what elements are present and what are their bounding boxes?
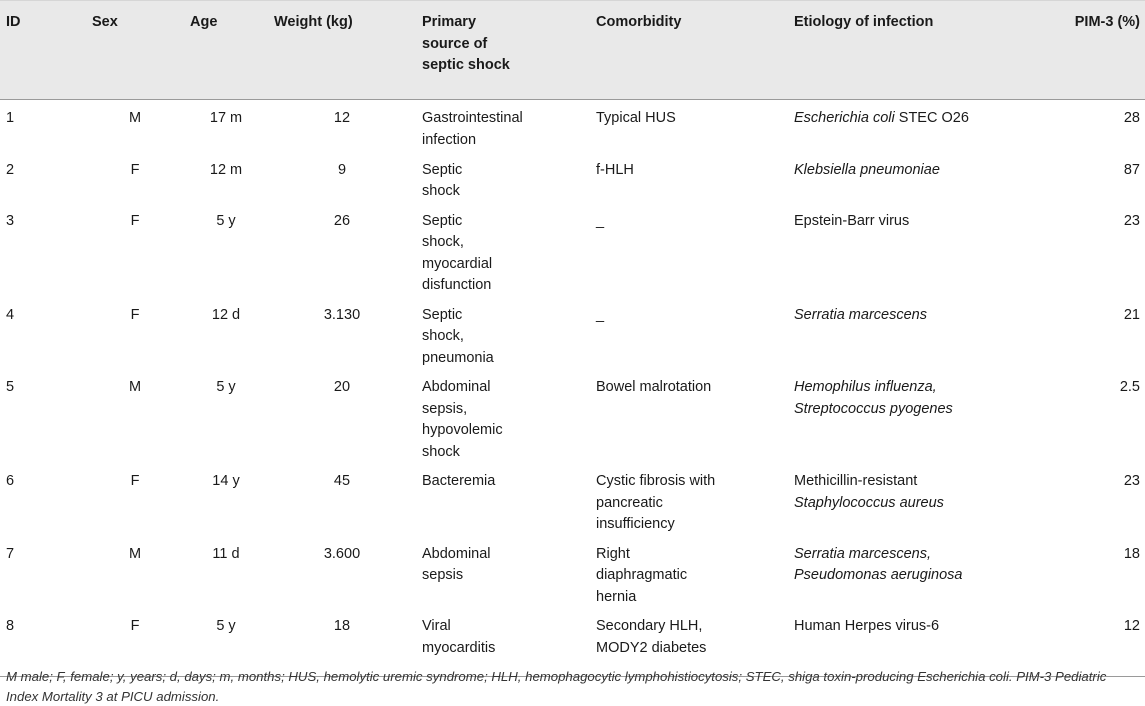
cell-text: infection [422,131,477,148]
cell-text: 12 [333,110,351,126]
cell-weight [268,463,416,536]
cell-text: 18 [333,618,351,634]
cell-text: sepsis, [422,400,468,417]
cell-text: Bacteremia [422,473,496,489]
cell-text: 87 [1123,161,1140,178]
cell-text: _ [596,212,605,229]
cell-etiology [788,203,1041,297]
cell-etiology [788,152,1041,203]
cell-text: 7 [6,545,15,562]
cell-text: 6 [6,473,15,489]
cell-sex [86,608,184,676]
table-row [0,152,1145,203]
cell-text: F [130,212,140,229]
cell-text: 18 [1123,545,1140,562]
cell-id [0,152,86,203]
cell-age [184,536,268,609]
cell-text: 2.5 [1119,379,1140,395]
cell-pim3 [1041,536,1145,609]
cell-text: 5 y [216,212,236,229]
cell-text: Secondary HLH, [596,618,703,634]
cell-etiology [788,608,1041,676]
cell-text: Abdominal [422,379,491,395]
header-id: ID [0,1,86,100]
cell-primary-source [416,369,590,463]
cell-text: 2 [6,161,15,178]
cell-primary-source [416,203,590,297]
table-body [0,100,1145,677]
cell-id [0,203,86,297]
cell-text: Septic [422,212,463,229]
cell-pim3 [1041,152,1145,203]
cell-comorbidity [590,152,788,203]
cell-primary-source [416,608,590,676]
cell-text: Right [596,545,630,562]
cell-text: Serratia marcescens [794,306,927,323]
cell-text: Septic [422,306,463,323]
header-comorbidity: Comorbidity [590,1,788,100]
cell-sex [86,297,184,370]
cell-text: Klebsiella pneumoniae [794,161,940,178]
cell-text: Abdominal [422,545,491,562]
cell-id [0,536,86,609]
cell-weight [268,100,416,152]
cell-text: 45 [333,473,351,489]
cell-text: shock [422,183,460,199]
header-age: Age [184,1,268,100]
cell-text: F [130,161,140,178]
cell-pim3 [1041,608,1145,676]
cell-text: insufficiency [596,516,675,532]
cell-text: shock, [422,328,464,344]
cell-pim3 [1041,297,1145,370]
cell-text: Escherichia coli [794,110,895,126]
cell-comorbidity [590,100,788,152]
header-weight: Weight (kg) [268,1,416,100]
cell-sex [86,152,184,203]
header-etiology: Etiology of infection [788,1,1041,100]
cell-primary-source [416,100,590,152]
cell-text: Septic [422,161,463,178]
cell-text: 23 [1123,473,1140,489]
cell-etiology [788,297,1041,370]
cell-text: 14 y [212,473,240,489]
table-header-row [0,1,1145,100]
cell-id [0,100,86,152]
cell-text: shock, [422,234,464,250]
cell-text: F [130,618,140,634]
cell-id [0,297,86,370]
cell-primary-source [416,463,590,536]
cell-text: 3.130 [323,306,361,323]
cell-text: 4 [6,306,15,323]
cell-text: 5 y [216,618,236,634]
cell-text: Serratia marcescens, [794,545,931,562]
cell-sex [86,203,184,297]
cell-text: myocarditis [422,639,496,656]
cell-etiology [788,536,1041,609]
cell-text: 1 [6,110,15,126]
cell-etiology [788,463,1041,536]
cell-text: Pseudomonas aeruginosa [794,567,963,583]
cell-text: hernia [596,588,637,605]
cell-text: 12 m [209,161,243,178]
cell-age [184,203,268,297]
cell-comorbidity [590,203,788,297]
table-row [0,536,1145,609]
cell-id [0,463,86,536]
cell-text: Staphylococcus aureus [794,494,944,511]
cell-comorbidity [590,369,788,463]
cell-text: F [130,473,140,489]
cell-text: 9 [337,161,347,178]
cell-text: Typical HUS [596,110,676,126]
cell-weight [268,536,416,609]
cell-text: F [130,306,140,323]
header-primary-source [416,1,590,100]
cell-text: 28 [1123,110,1140,126]
cell-comorbidity [590,536,788,609]
cell-text: pancreatic [596,494,663,511]
cell-text: Gastrointestinal [422,110,523,126]
cell-text: 5 y [216,379,236,395]
cell-text: 21 [1123,306,1140,323]
cell-text: MODY2 diabetes [596,639,707,656]
cell-comorbidity [590,297,788,370]
cell-text: 20 [333,379,351,395]
table-row [0,297,1145,370]
cell-text: Viral [422,618,451,634]
cell-sex [86,100,184,152]
cell-text: myocardial [422,255,493,272]
table-row [0,203,1145,297]
table-row [0,463,1145,536]
cell-text: sepsis [422,567,464,583]
cell-text: pneumonia [422,349,494,366]
cell-pim3 [1041,100,1145,152]
cell-weight [268,369,416,463]
cell-text: 8 [6,618,15,634]
cell-sex [86,536,184,609]
cell-weight [268,203,416,297]
cell-weight [268,608,416,676]
cell-age [184,608,268,676]
cell-weight [268,297,416,370]
cell-text: 26 [333,212,351,229]
cell-sex [86,369,184,463]
cell-weight [268,152,416,203]
table-footnote: M male; F, female; y, years; d, days; m, months; HUS, hemolytic uremic syndrome; HLH, hemophagocytic lymphohistiocytosis; STEC, shiga toxin-producing Escherichia coli. PIM-3 Pediatric Index Mortality 3 at PICU admission. [6,669,1107,704]
cell-text: 17 m [209,110,243,126]
cell-primary-source [416,536,590,609]
cell-text: 3.600 [323,545,361,562]
cell-text: Streptococcus pyogenes [794,400,953,417]
cell-comorbidity [590,463,788,536]
cell-text: 3 [6,212,15,229]
cell-text: 12 d [211,306,241,323]
cell-text: Cystic fibrosis with [596,473,716,489]
cell-pim3 [1041,369,1145,463]
cell-etiology [788,369,1041,463]
cell-id [0,369,86,463]
cell-text: STEC O26 [894,110,969,126]
cell-comorbidity [590,608,788,676]
table-row [0,608,1145,676]
cell-text: hypovolemic [422,422,503,438]
cell-pim3 [1041,463,1145,536]
cell-etiology [788,100,1041,152]
cell-primary-source [416,152,590,203]
cell-text: M [128,379,142,395]
cell-age [184,152,268,203]
cell-id [0,608,86,676]
cell-text: diaphragmatic [596,567,688,583]
cell-text: Bowel malrotation [596,379,712,395]
header-primary-source-text: Primary source of septic shock [422,14,510,73]
cell-primary-source [416,297,590,370]
cell-text: M [128,545,142,562]
cell-text: 11 d [212,545,240,562]
cell-text: disfunction [422,277,492,293]
cell-text: shock [422,443,460,460]
cell-text: Epstein-Barr virus [794,212,910,229]
cell-text: 12 [1123,618,1140,634]
table-row [0,369,1145,463]
cell-text: f-HLH [596,161,634,178]
cell-age [184,463,268,536]
cell-text: M [128,110,142,126]
cell-text: Human Herpes virus-6 [794,618,940,634]
cell-age [184,100,268,152]
cell-age [184,369,268,463]
header-pim3: PIM-3 (%) [1041,1,1145,100]
cell-text: 23 [1123,212,1140,229]
cell-text: 5 [6,379,15,395]
cell-text: Methicillin-resistant [794,473,918,489]
cell-age [184,297,268,370]
cell-pim3 [1041,203,1145,297]
cell-text: _ [596,306,605,323]
cell-text: Hemophilus influenza, [794,379,937,395]
table-row [0,100,1145,152]
header-sex: Sex [86,1,184,100]
cell-sex [86,463,184,536]
